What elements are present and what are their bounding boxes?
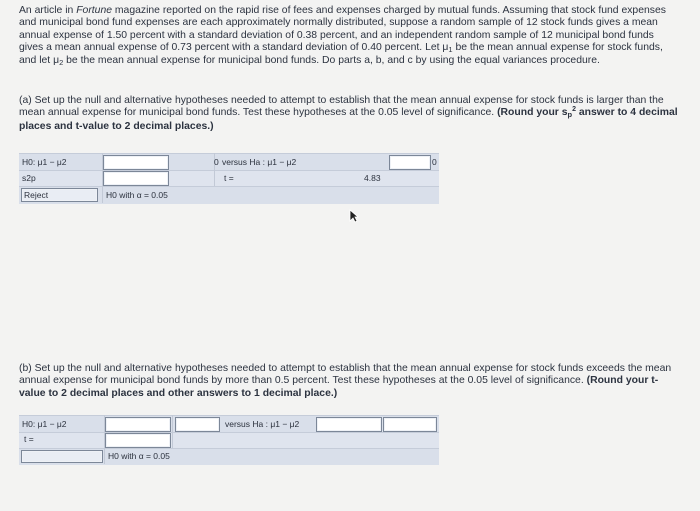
grid-row — [19, 432, 439, 449]
part-b-answer-grid — [19, 415, 439, 465]
ha-value[interactable]: 0 — [432, 157, 437, 167]
ha-operator-select[interactable] — [389, 155, 431, 170]
h0-label: H0: μ1 − μ2 — [22, 157, 67, 167]
ha-value-input[interactable] — [383, 417, 437, 432]
h0-alpha-label: H0 with α = 0.05 — [108, 451, 170, 461]
grid-divider — [172, 415, 173, 448]
h0-value-input[interactable] — [175, 417, 220, 432]
t-value-input[interactable] — [105, 433, 171, 448]
part-a-question: (a) Set up the null and alternative hypotheses needed to attempt to establish that the mean annual expense for stock funds is larger than the mean annual expense for municipal bond funds. Test these hypotheses at the 0.05 level of significance. (Round your $sp^2$ answer to 4 decimal places and t-value to 2 decimal places.) — [19, 95, 678, 132]
reject-select[interactable] — [21, 450, 103, 463]
ha-operator-select[interactable] — [316, 417, 382, 432]
part-b-question: (b) Set up the null and alternative hypotheses needed to attempt to establish that the mean annual expense for stock funds exceeds the mean annual expense for municipal bond funds by more than 0.5 percent. Test these hypotheses at the 0.05 level of significance. (Round your t-value to 2 decimal places and other answers to 1 decimal place.) — [19, 363, 672, 399]
h0-value[interactable]: 0 — [214, 157, 219, 167]
t-label: t = — [224, 173, 234, 183]
h0-alpha-label: H0 with α = 0.05 — [106, 190, 168, 200]
mouse-cursor-icon — [349, 209, 359, 223]
t-value-input[interactable]: 4.83 — [364, 173, 381, 183]
problem-statement: An article in Fortune magazine reported on the rapid rise of fees and expenses charged by mutual funds. Assuming that stock fund expenses and municipal bond fund expenses are each approximately normally distributed, suppose a random sample of 12 stock funds gives a mean annual expense of 1.50 percent with a standard deviation of 0.38 percent, and an independent random sample of 12 municipal bond funds gives a mean annual expense of 0.73 percent with a standard deviation of 0.40 percent. Let μ1 be the mean annual expense for stock funds, and let μ2 be the mean annual expense for municipal bond funds. Do parts a, b, and c by using the equal variances procedure. — [19, 5, 666, 67]
h0-operator-select[interactable] — [105, 417, 171, 432]
s2p-label: s2p — [22, 173, 36, 183]
s2p-input[interactable] — [103, 171, 169, 186]
reject-label: Reject — [24, 190, 49, 200]
t-label: t = — [24, 434, 34, 444]
h0-label: H0: μ1 − μ2 — [22, 419, 67, 429]
h0-operator-select[interactable] — [103, 155, 169, 170]
part-a-answer-grid — [19, 153, 439, 205]
versus-ha-label: versus Ha : μ1 − μ2 — [222, 157, 297, 167]
versus-ha-label: versus Ha : μ1 − μ2 — [225, 419, 300, 429]
